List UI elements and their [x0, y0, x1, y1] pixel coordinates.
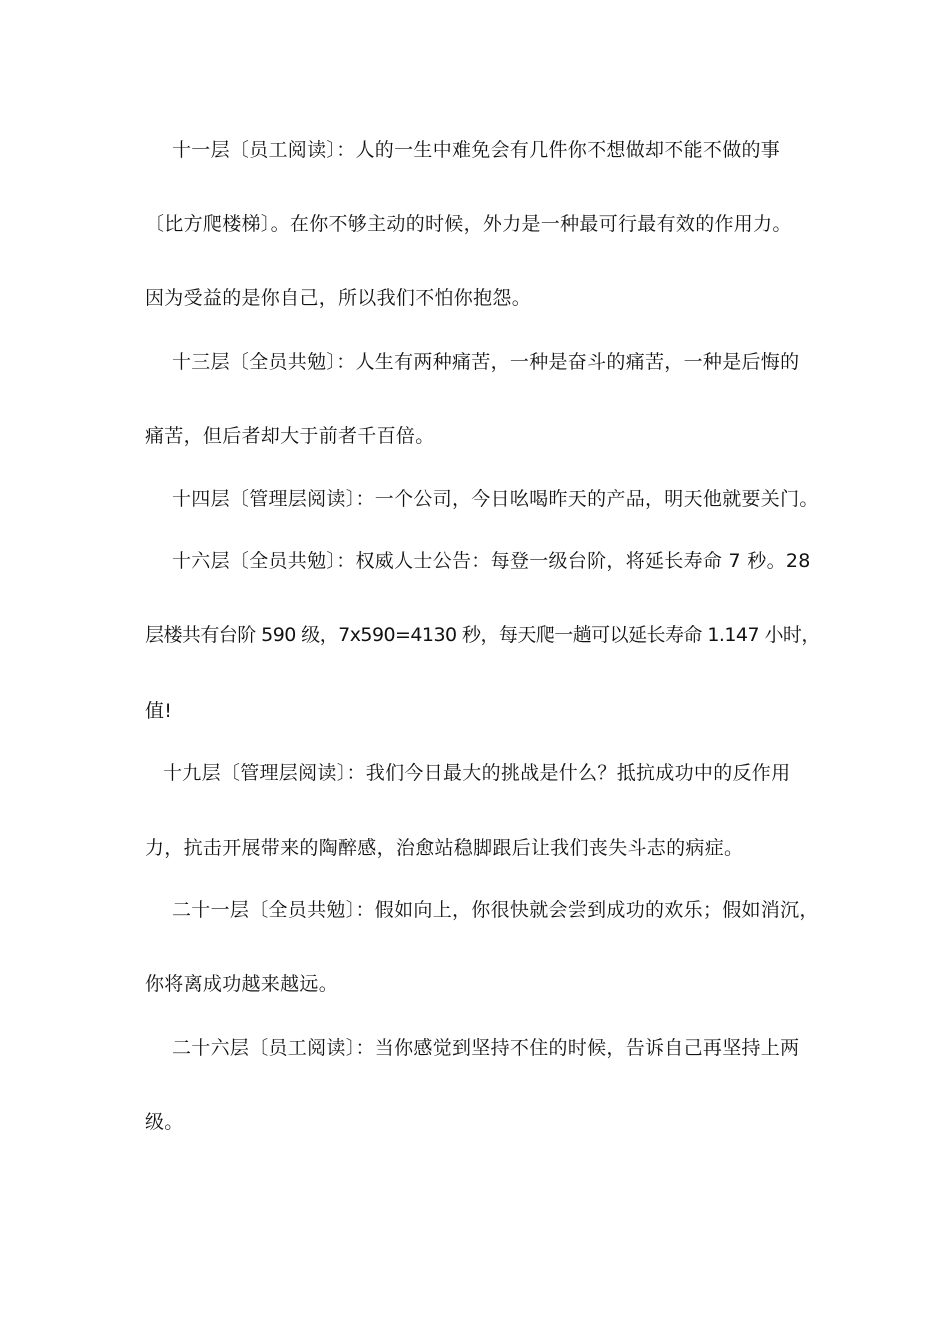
text-line: 力，抗击开展带来的陶醉感，治愈站稳脚跟后让我们丧失斗志的病症。: [145, 837, 744, 859]
text-line: 十六层〔全员共勉〕：权威人士公告：每登一级台阶，将延长寿命 7 秒。28: [172, 550, 811, 572]
text-line: 二十六层〔员工阅读〕：当你感觉到坚持不住的时候，告诉自己再坚持上两: [172, 1037, 800, 1059]
text-line: 你将离成功越来越远。: [145, 973, 339, 995]
text-line: 十一层〔员工阅读〕：人的一生中难免会有几件你不想做却不能不做的事: [172, 139, 781, 161]
text-line: 〔比方爬楼梯〕。在你不够主动的时候，外力是一种最可行最有效的作用力。: [145, 213, 792, 235]
text-line: 层楼共有台阶 590 级，7x590=4130 秒，每天爬一趟可以延长寿命 1.147 小时，: [145, 624, 820, 646]
text-line: 因为受益的是你自己，所以我们不怕你抱怨。: [145, 287, 532, 309]
text-line: 二十一层〔全员共勉〕：假如向上，你很快就会尝到成功的欢乐；假如消沉，: [172, 899, 819, 921]
text-line: 十四层〔管理层阅读〕：一个公司，今日吆喝昨天的产品，明天他就要关门。: [172, 488, 819, 510]
text-line: 十九层〔管理层阅读〕：我们今日最大的挑战是什么？抵抗成功中的反作用: [163, 762, 791, 784]
text-line: 十三层〔全员共勉〕：人生有两种痛苦，一种是奋斗的痛苦，一种是后悔的: [172, 351, 800, 373]
text-line: 痛苦，但后者却大于前者千百倍。: [145, 425, 435, 447]
text-line: 值!: [145, 700, 173, 722]
text-line: 级。: [145, 1111, 184, 1133]
